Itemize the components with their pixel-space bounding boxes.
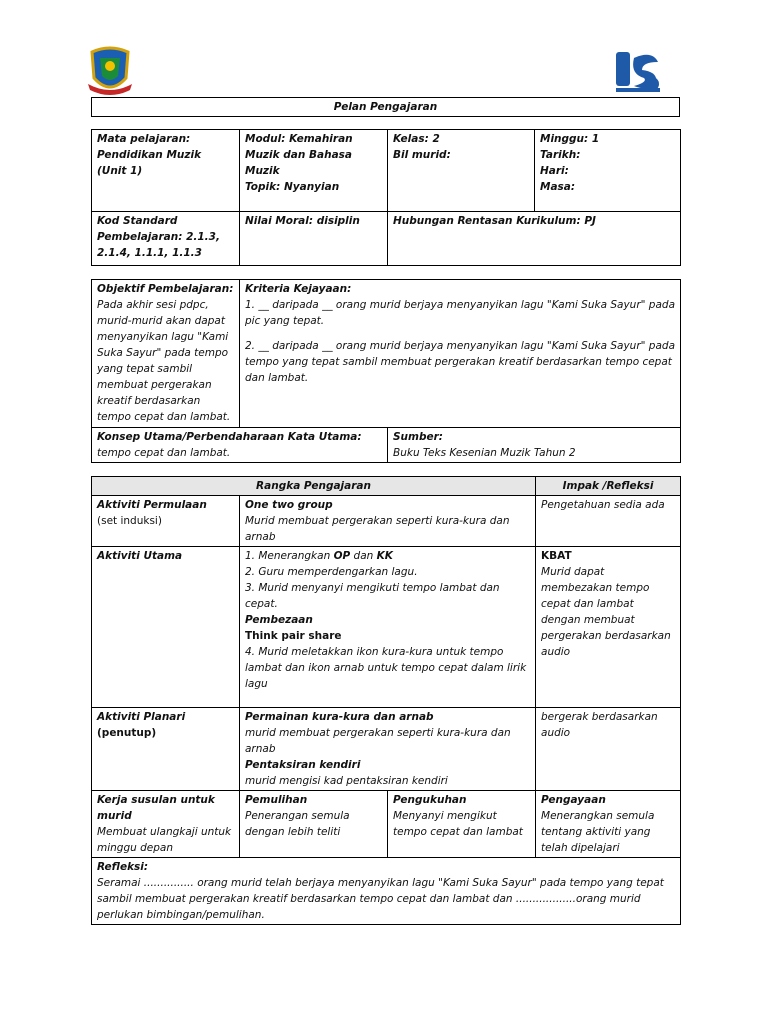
objective-text: Pada akhir sesi pdpc, murid-murid akan dapat menyanyikan lagu "Kami Suka Sayur" pada tempo yang tepat sambil membuat pergerakan kreatif berdasarkan tempo cepat dan lambat. bbox=[97, 299, 231, 423]
start-impact: Pengetahuan sedia ada bbox=[541, 499, 665, 511]
main-step-1 bbox=[245, 548, 530, 564]
subject-label: Mata pelajaran: bbox=[97, 133, 191, 145]
impact-header: Impak /Refleksi bbox=[536, 477, 681, 496]
source-label: Sumber: bbox=[393, 431, 443, 443]
module-cell bbox=[240, 130, 388, 212]
self-assessment-text: murid mengisi kad pentaksiran kendiri bbox=[245, 775, 448, 787]
closing-activity-label: Aktiviti Planari bbox=[97, 711, 186, 723]
main-activity-label: Aktiviti Utama bbox=[97, 550, 183, 562]
concept-label: Konsep Utama/Perbendaharaan Kata Utama: bbox=[97, 431, 362, 443]
main-content-cell bbox=[240, 547, 536, 708]
cross-curriculum-text: Hubungan Rentasan Kurikulum: PJ bbox=[393, 215, 596, 227]
topic-text: Topik: Nyanyian bbox=[245, 181, 340, 193]
cross-curriculum-cell bbox=[388, 212, 681, 266]
students-text: Bil murid: bbox=[393, 149, 451, 161]
start-activity-sub: (set induksi) bbox=[97, 515, 162, 527]
module-text: Modul: Kemahiran Muzik dan Bahasa Muzik bbox=[245, 133, 353, 177]
kk-term: KK bbox=[376, 550, 393, 562]
subject-cell bbox=[92, 130, 240, 212]
followup-text: Membuat ulangkaji untuk minggu depan bbox=[97, 826, 232, 854]
criteria-item-2: 2. __ daripada __ orang murid berjaya menyanyikan lagu "Kami Suka Sayur" pada tempo yang tepat sambil membuat pergerakan kreatif berdasarkan tempo cepat dan lambat. bbox=[245, 340, 676, 384]
moral-text: Nilai Moral: disiplin bbox=[245, 215, 360, 227]
reinforce-label: Pengukuhan bbox=[393, 794, 467, 806]
closing-impact-cell bbox=[536, 708, 681, 791]
closing-content-cell bbox=[240, 708, 536, 791]
reflection-text: Seramai ............... orang murid telah berjaya menyanyikan lagu "Kami Suka Sayur" pada tempo yang tepat sambil membuat pergerakan kreatif berdasarkan tempo cepat dan lambat dan ..................orang murid perlukan bimbingan/pemulihan. bbox=[97, 877, 664, 921]
remedial-label: Pemulihan bbox=[245, 794, 308, 806]
objectives-table bbox=[91, 279, 681, 463]
closing-game: Permainan kura-kura dan arnab bbox=[245, 711, 434, 723]
class-cell bbox=[388, 130, 535, 212]
closing-game-text: murid membuat pergerakan seperti kura-kura dan arnab bbox=[245, 727, 511, 755]
class-text: Kelas: 2 bbox=[393, 133, 440, 145]
followup-cell bbox=[92, 791, 240, 858]
closing-impact: bergerak berdasarkan audio bbox=[541, 711, 658, 739]
start-text: Murid membuat pergerakan seperti kura-kura dan arnab bbox=[245, 515, 510, 543]
source-cell bbox=[388, 428, 681, 463]
start-title: One two group bbox=[245, 499, 333, 511]
day-text: Hari: bbox=[540, 165, 569, 177]
source-text: Buku Teks Kesenian Muzik Tahun 2 bbox=[393, 447, 576, 459]
start-content-cell bbox=[240, 496, 536, 547]
title-table bbox=[91, 97, 680, 117]
school-crest-logo bbox=[86, 44, 134, 96]
main-impact: Murid dapat membezakan tempo cepat dan lambat dengan membuat pergerakan berdasarkan audio bbox=[541, 566, 671, 658]
closing-activity-cell bbox=[92, 708, 240, 791]
kbat-label: KBAT bbox=[541, 550, 572, 562]
criteria-label: Kriteria Kejayaan: bbox=[245, 283, 352, 295]
enrichment-label: Pengayaan bbox=[541, 794, 606, 806]
start-activity-label: Aktiviti Permulaan bbox=[97, 499, 207, 511]
plan-header: Rangka Pengajaran bbox=[92, 477, 536, 496]
main-step-3: 3. Murid menyanyi mengikuti tempo lambat dan cepat. bbox=[245, 582, 500, 610]
main-impact-cell bbox=[536, 547, 681, 708]
remedial-text: Penerangan semula dengan lebih teliti bbox=[245, 810, 350, 838]
subject-name: Pendidikan Muzik bbox=[97, 149, 202, 161]
main-step-4: 4. Murid meletakkan ikon kura-kura untuk tempo lambat dan ikon arnab untuk tempo cepat dalam lirik lagu bbox=[245, 646, 527, 690]
main-step-1-text: 1. Menerangkan bbox=[245, 550, 334, 562]
moral-cell bbox=[240, 212, 388, 266]
reflection-label: Refleksi: bbox=[97, 861, 149, 873]
objective-label: Objektif Pembelajaran: bbox=[97, 283, 234, 295]
reflection-cell bbox=[92, 858, 681, 925]
reinforce-text: Menyanyi mengikut tempo cepat dan lambat bbox=[393, 810, 523, 838]
standard-text: Kod Standard Pembelajaran: 2.1.3, 2.1.4, 1.1.1, 1.1.3 bbox=[97, 215, 220, 259]
enrichment-cell bbox=[536, 791, 681, 858]
reinforce-cell bbox=[388, 791, 536, 858]
think-pair-share: Think pair share bbox=[245, 630, 342, 642]
self-assessment-label: Pentaksiran kendiri bbox=[245, 759, 361, 771]
main-step-2: 2. Guru memperdengarkan lagu. bbox=[245, 566, 418, 578]
criteria-cell bbox=[240, 280, 681, 428]
plan-table bbox=[91, 476, 681, 925]
op-term: OP bbox=[333, 550, 351, 562]
criteria-item-1: 1. __ daripada __ orang murid berjaya menyanyikan lagu "Kami Suka Sayur" pada pic yang tepat. bbox=[245, 299, 676, 327]
followup-label: Kerja susulan untuk murid bbox=[97, 794, 215, 822]
info-table bbox=[91, 129, 681, 266]
time-text: Masa: bbox=[540, 181, 576, 193]
subject-unit: (Unit 1) bbox=[97, 165, 143, 177]
week-text: Minggu: 1 bbox=[540, 133, 600, 145]
week-cell bbox=[535, 130, 681, 212]
concept-text: tempo cepat dan lambat. bbox=[97, 447, 231, 459]
start-impact-cell bbox=[536, 496, 681, 547]
main-activity-cell bbox=[92, 547, 240, 708]
date-text: Tarikh: bbox=[540, 149, 581, 161]
remedial-cell bbox=[240, 791, 388, 858]
institution-logo bbox=[612, 48, 664, 94]
enrichment-text: Menerangkan semula tentang aktiviti yang telah dipelajari bbox=[541, 810, 655, 854]
concept-cell bbox=[92, 428, 388, 463]
page-title: Pelan Pengajaran bbox=[92, 98, 680, 117]
closing-activity-sub: (penutup) bbox=[97, 727, 157, 739]
differentiation-label: Pembezaan bbox=[245, 614, 313, 626]
objective-cell bbox=[92, 280, 240, 428]
and-word: dan bbox=[350, 550, 377, 562]
standard-cell bbox=[92, 212, 240, 266]
start-activity-cell bbox=[92, 496, 240, 547]
